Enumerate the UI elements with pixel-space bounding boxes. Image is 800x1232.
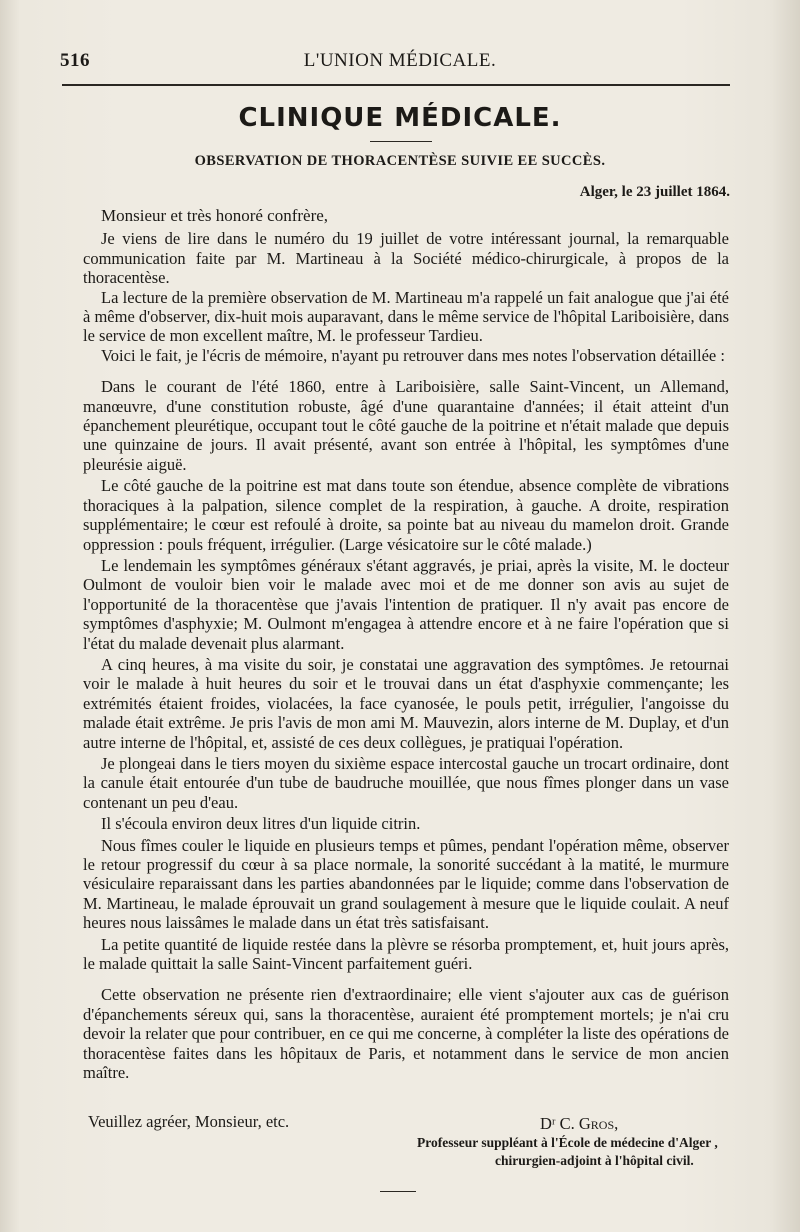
section-title: CLINIQUE MÉDICALE. [238, 103, 562, 133]
paragraph: Voici le fait, je l'écris de mémoire, n'ayant pu retrouver dans mes notes l'observation détaillée : [101, 345, 725, 365]
dateline: Alger, le 23 juillet 1864. [579, 184, 730, 200]
article-title: OBSERVATION DE THORACENTÈSE SUIVIE EE SUCCÈS. [194, 153, 606, 169]
signature-title-line2: chirurgien-adjoint à l'hôpital civil. [495, 1153, 694, 1168]
paragraph: La petite quantité de liquide restée dans la plèvre se résorba promptement, et, huit jours après, le malade quittait la salle Saint-Vincent parfaitement guéri. [83, 934, 729, 974]
article-body [83, 204, 729, 1082]
paragraph: A cinq heures, à ma visite du soir, je constatai une aggravation des symptômes. Je retournai voir le malade à huit heures du soir et le trouvai dans un état d'asphyxie commençante; les extrémités étaient froides, violacées, la face cyanosée, le pouls petit, irrégulier, l'angoisse du malade était extrême. Je pris l'avis de mon ami M. Mauvezin, alors interne de M. Duplay, et d'un autre interne de l'hôpital, et, assisté de ces deux collègues, je pratiquai l'opération. [83, 654, 729, 752]
header-rule [62, 84, 730, 86]
signature-name: Gros, [578, 1114, 619, 1133]
closing-line: Veuillez agréer, Monsieur, etc. [88, 1112, 290, 1131]
paragraph: Je viens de lire dans le numéro du 19 juillet de votre intéressant journal, la remarquable communication faite par M. Martineau à la Société médico-chirurgicale, à propos de la thoracentèse. [83, 229, 729, 288]
paragraph: Il s'écoula environ deux litres d'un liquide citrin. [101, 814, 421, 834]
paragraph: Le côté gauche de la poitrine est mat dans toute son étendue, absence complète de vibrations thoraciques à la palpation, silence complet de la respiration, à gauche. A droite, respiration supplémentaire; le cœur est refoulé à droite, sa pointe bat au niveau du mamelon droit. Grande oppression : pouls fréquent, irrégulier. (Large vésicatoire sur le côté malade.) [83, 476, 729, 554]
running-header [60, 50, 740, 74]
paragraph: Nous fîmes couler le liquide en plusieurs temps et pûmes, pendant l'opération même, observer le retour progressif du cœur à sa place normale, la sonorité succédant à la matité, le murmure vésiculaire reparaissant dans les parties abandonnées par le liquide; comme dans l'observation de M. Martineau, le malade éprouvait un grand soulagement à mesure que le liquide coulait. A neuf heures nous laissâmes le malade dans un état très satisfaisant. [83, 835, 729, 933]
paragraph: Je plongeai dans le tiers moyen du sixième espace intercostal gauche un trocart ordinaire, dont la canule était entourée d'un tube de baudruche mouillée, que nous fîmes plonger dans un vase contenant un peu d'eau. [83, 753, 729, 812]
signature [540, 1114, 618, 1134]
journal-title: L'UNION MÉDICALE. [303, 50, 497, 71]
paragraph: Le lendemain les symptômes généraux s'étant aggravés, je priai, après la visite, M. le docteur Oulmont de vouloir bien voir le malade avec moi et de me donner son avis au sujet de l'opportunité de la thoracentèse que j'avais l'intention de pratiquer. Il n'y avait pas encore de symptômes d'asphyxie; M. Oulmont m'engagea à attendre encore et à ne faire l'opération que si l'état du malade devenait plus alarmant. [83, 555, 729, 653]
page-number: 516 [60, 50, 90, 71]
section-divider [370, 141, 432, 142]
paragraph: Dans le courant de l'été 1860, entre à Lariboisière, salle Saint-Vincent, un Allemand, manœuvre, d'une constitution robuste, âgé d'une quarantaine d'années; il était atteint d'un épanchement pleurétique, occupant tout le côté gauche de la poitrine et n'était malade que depuis une quinzaine de jours. Il avait présenté, avant son entrée à l'hôpital, les symptômes d'une pleurésie aiguë. [83, 377, 729, 474]
signature-title-line1: Professeur suppléant à l'École de médecine d'Alger , [417, 1135, 718, 1150]
footer-rule [380, 1191, 416, 1192]
paragraph: Cette observation ne présente rien d'extraordinaire; elle vient s'ajouter aux cas de guérison d'épanchements séreux qui, sans la thoracentèse, auraient été promptement mortels; je n'ai cru devoir la relater que pour contribuer, en ce qui me concerne, à compléter la liste des opérations de thoracentèse faites dans les hôpitaux de Paris, et notamment dans le service de mon ancien maître. [83, 985, 729, 1083]
signature-prefix: Dʳ C. [540, 1114, 579, 1133]
paragraph: La lecture de la première observation de M. Martineau m'a rappelé un fait analogue que j'ai été à même d'observer, dix-huit mois auparavant, dans le même service de l'hôpital Lariboisière, dans le service de mon excellent maître, M. le professeur Tardieu. [83, 287, 729, 346]
salutation: Monsieur et très honoré confrère, [101, 206, 329, 225]
